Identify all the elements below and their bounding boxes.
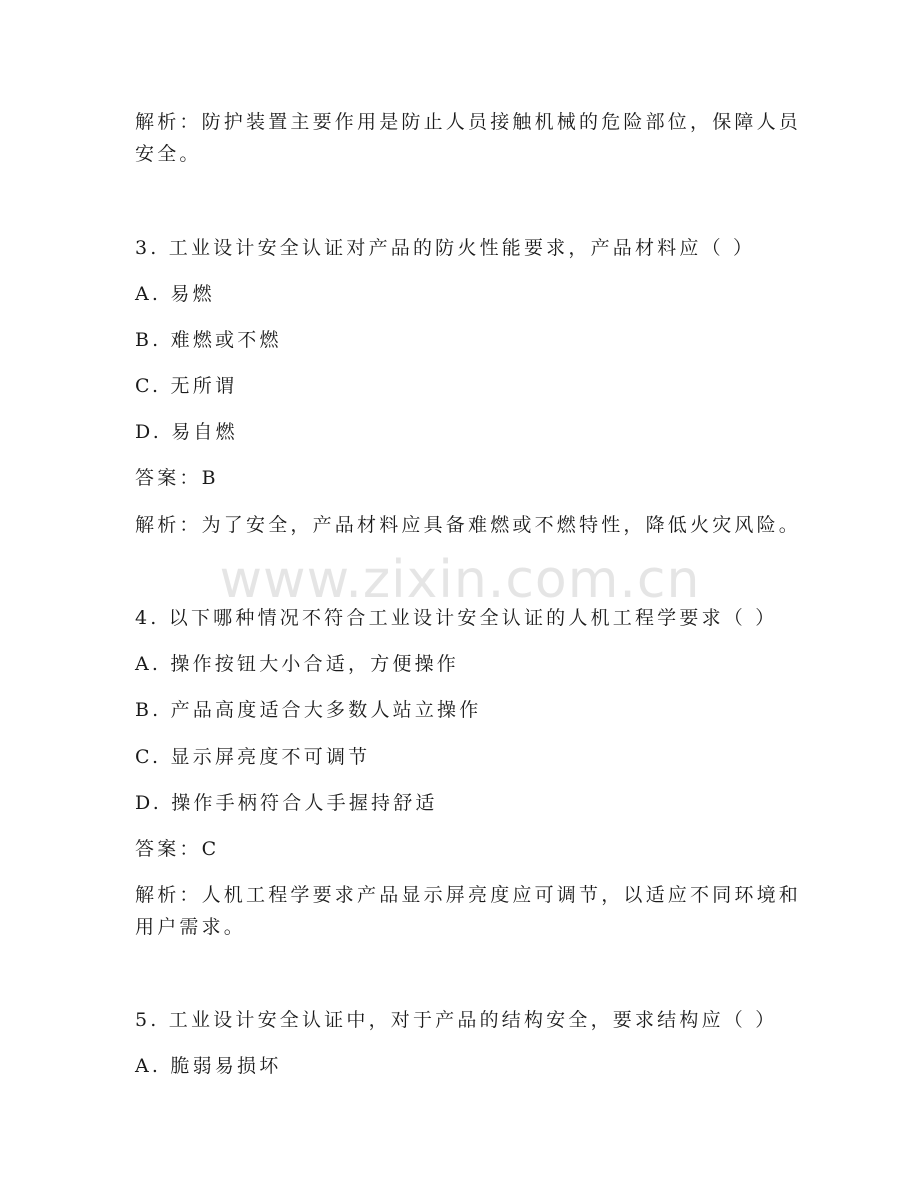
q5-option-a: A. 脆弱易损坏: [135, 1055, 282, 1077]
q3-answer: 答案：B: [135, 467, 219, 489]
q4-analysis-line-1: 解析：人机工程学要求产品显示屏亮度应可调节，以适应不同环境和: [135, 884, 802, 906]
q2-analysis-line-2: 安全。: [135, 143, 202, 165]
q4-answer: 答案：C: [135, 838, 220, 860]
q3-option-d: D. 易自燃: [135, 421, 238, 443]
q3-analysis-line-1: 解析：为了安全，产品材料应具备难燃或不燃特性，降低火灾风险。: [135, 514, 802, 536]
q5-question: 5. 工业设计安全认证中，对于产品的结构安全，要求结构应（ ）: [135, 1009, 778, 1031]
q4-question: 4. 以下哪种情况不符合工业设计安全认证的人机工程学要求（ ）: [135, 607, 778, 629]
q4-option-a: A. 操作按钮大小合适，方便操作: [135, 653, 460, 675]
watermark-text: www.zixin.com.cn: [219, 550, 701, 610]
q4-option-b: B. 产品高度适合大多数人站立操作: [135, 699, 482, 721]
q4-option-d: D. 操作手柄符合人手握持舒适: [135, 792, 438, 814]
q3-option-c: C. 无所谓: [135, 375, 238, 397]
q3-question: 3. 工业设计安全认证对产品的防火性能要求，产品材料应（ ）: [135, 237, 756, 259]
q2-analysis-line-1: 解析：防护装置主要作用是防止人员接触机械的危险部位，保障人员: [135, 111, 802, 133]
q3-option-a: A. 易燃: [135, 283, 215, 305]
q4-option-c: C. 显示屏亮度不可调节: [135, 746, 371, 768]
q4-analysis-line-2: 用户需求。: [135, 916, 247, 938]
q3-option-b: B. 难燃或不燃: [135, 329, 282, 351]
